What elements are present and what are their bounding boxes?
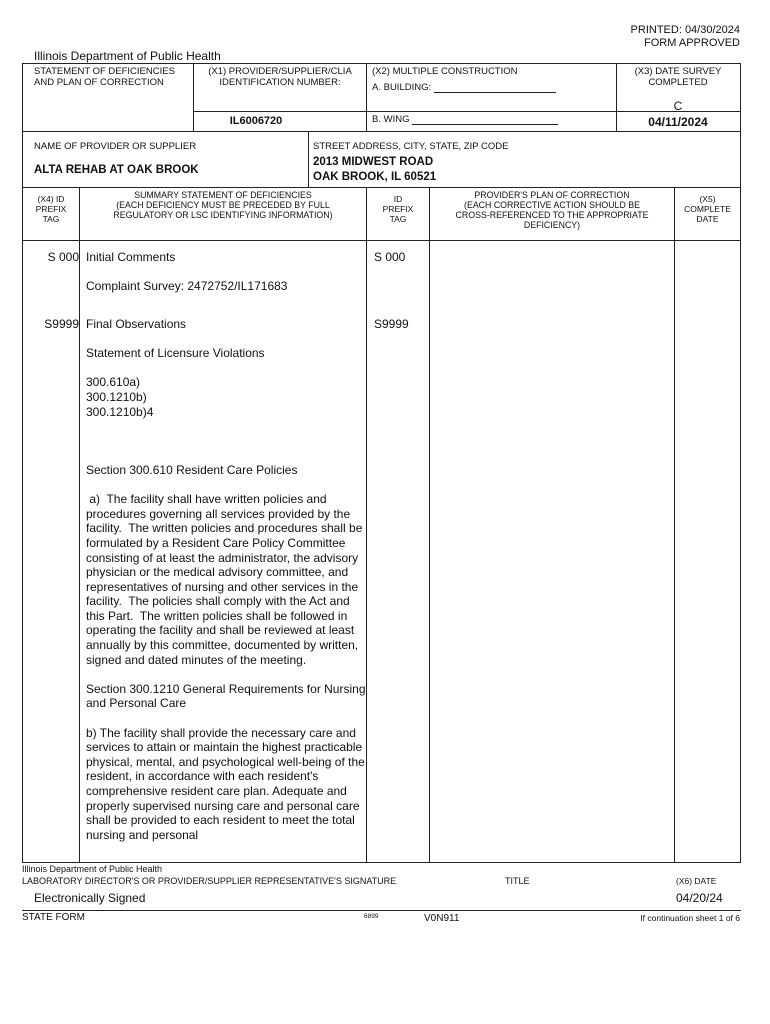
form-approved: FORM APPROVED — [644, 37, 740, 49]
agency-title: Illinois Department of Public Health — [34, 49, 221, 63]
entry-tag: S9999 — [44, 317, 79, 331]
id-prefix-header: ID PREFIX TAG — [382, 194, 414, 224]
city-state-zip: OAK BROOK, IL 60521 — [313, 171, 437, 183]
building-field[interactable] — [372, 82, 556, 93]
address-label: STREET ADDRESS, CITY, STATE, ZIP CODE — [313, 141, 509, 152]
x4-header: (X4) ID PREFIX TAG — [35, 194, 67, 224]
section-heading: Section 300.1210 General Requirements for Nursing and Personal Care — [86, 681, 366, 711]
state-form: STATE FORM — [22, 912, 85, 923]
wing-field[interactable] — [372, 114, 558, 125]
survey-date: 04/11/2024 — [648, 115, 708, 129]
paragraph: Final Observations — [86, 317, 187, 331]
paragraph: b) The facility shall provide the necessary care and services to attain or maintain the highest practicable physical, mental, and psychological well-being of the resident, in accordance with each resident's comprehensive resident care plan. Adequate and properly supervised nursing care and personal care shall be provided to each resident to meet the total nursing and personal — [86, 725, 365, 842]
paragraph: Statement of Licensure Violations — [86, 346, 265, 361]
x1-label: (X1) PROVIDER/SUPPLIER/CLIA IDENTIFICATION NUMBER: — [208, 66, 352, 88]
signature-value: Electronically Signed — [34, 891, 146, 905]
entry-initial-comments — [86, 250, 364, 308]
x6-date-label: (X6) DATE — [676, 876, 717, 886]
provider-name-label: NAME OF PROVIDER OR SUPPLIER — [34, 141, 197, 152]
x5-header: (X5) COMPLETE DATE — [684, 194, 731, 224]
provider-name: ALTA REHAB AT OAK BROOK — [34, 164, 199, 176]
paragraph: Initial Comments — [86, 250, 176, 264]
entry-id-tag: S 000 — [374, 250, 406, 264]
printed-date: PRINTED: 04/30/2024 — [630, 24, 740, 36]
survey-code: C — [673, 99, 683, 113]
section-heading: Section 300.610 Resident Care Policies — [86, 462, 298, 477]
building-blank — [434, 83, 556, 93]
street-address: 2013 MIDWEST ROAD — [313, 156, 434, 168]
entry-final-observations — [86, 317, 366, 857]
title-label: TITLE — [505, 876, 530, 886]
wing-label: B. WING — [372, 114, 410, 125]
entry-id-tag: S9999 — [374, 317, 409, 331]
signature-date: 04/20/24 — [676, 891, 723, 905]
regulation-list: 300.610a) 300.1210b) 300.1210b)4 — [86, 375, 154, 419]
paragraph — [86, 434, 366, 449]
building-label: A. BUILDING: — [372, 82, 432, 93]
continuation-sheet: If continuation sheet 1 of 6 — [640, 913, 740, 923]
summary-header: SUMMARY STATEMENT OF DEFICIENCIES (EACH DEFICIENCY MUST BE PRECEDED BY FULL REGULATORY OR LSC IDENTIFYING INFORMATION) — [113, 190, 333, 220]
form-number: 6899 — [364, 913, 379, 920]
entry-tag: S 000 — [47, 250, 79, 264]
x2-label: (X2) MULTIPLE CONSTRUCTION — [372, 66, 518, 77]
paragraph: Complaint Survey: 2472752/IL171683 — [86, 279, 288, 294]
plan-header: PROVIDER'S PLAN OF CORRECTION (EACH CORRECTIVE ACTION SHOULD BE CROSS-REFERENCED TO THE APPROPRIATE DEFICIENCY) — [455, 190, 649, 230]
x3-label: (X3) DATE SURVEY COMPLETED — [634, 66, 722, 88]
signature-label: LABORATORY DIRECTOR'S OR PROVIDER/SUPPLIER REPRESENTATIVE'S SIGNATURE — [22, 876, 397, 886]
paragraph: a) The facility shall have written policies and procedures governing all services provided by the facility. The written policies and procedures shall be formulated by a Resident Care Policy Committee consisting of at least the administrator, the advisory physician or the medical advisory committee, and representatives of nursing and other services in the facility. The policies shall comply with the Act and this Part. The written policies shall be followed in operating the facility and shall be reviewed at least annually by this committee, documented by written, signed and dated minutes of the meeting. — [86, 492, 366, 667]
provider-id: IL6006720 — [229, 115, 283, 127]
event-id: V0N911 — [424, 913, 460, 924]
statement-label: STATEMENT OF DEFICIENCIES AND PLAN OF CORRECTION — [34, 66, 175, 88]
footer-agency: Illinois Department of Public Health — [22, 864, 163, 874]
wing-blank — [412, 115, 558, 125]
